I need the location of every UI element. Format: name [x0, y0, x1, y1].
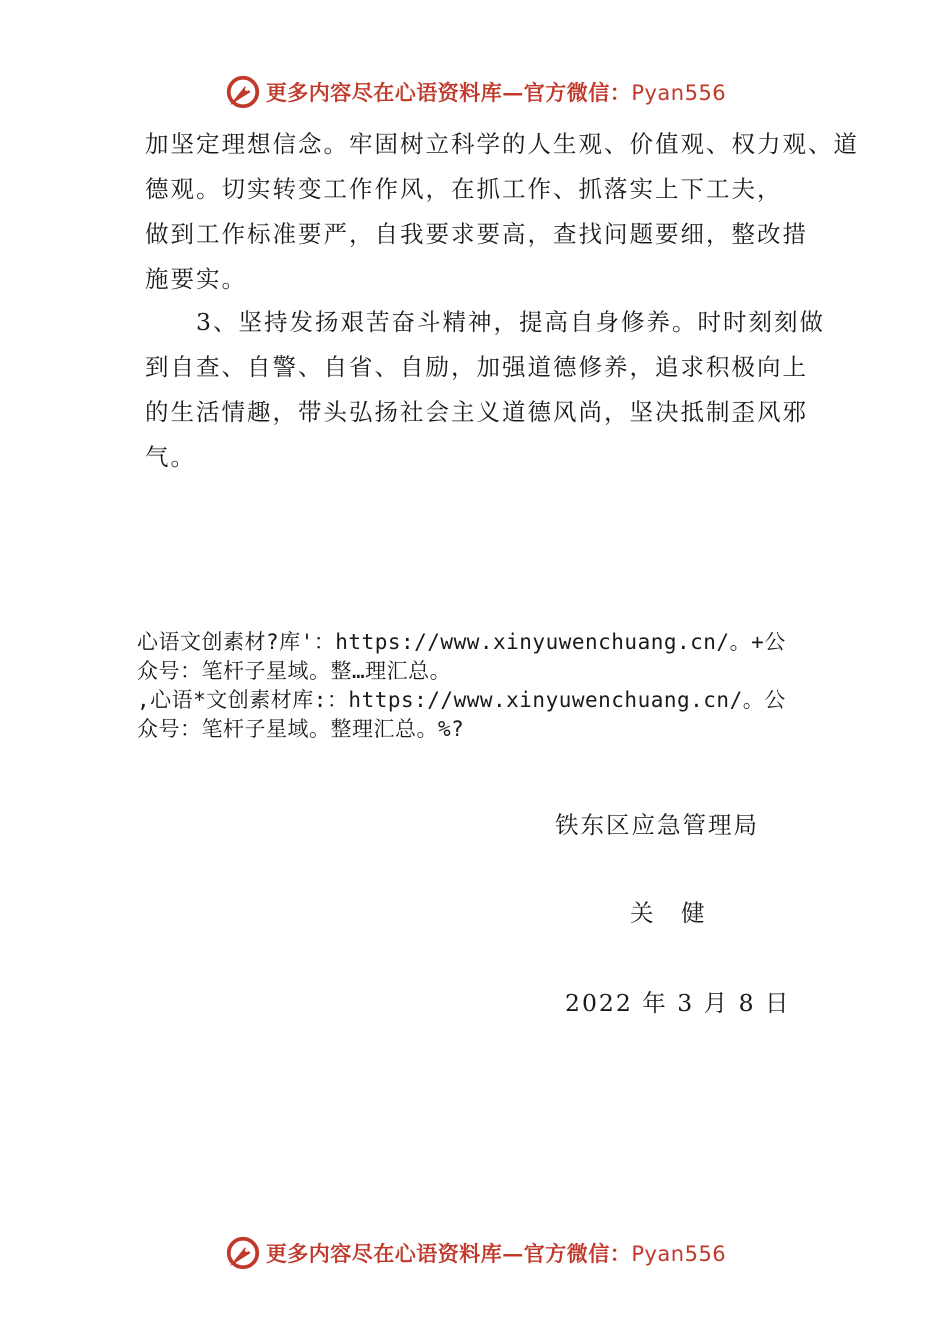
wechat-id: Pyan556 [631, 1242, 727, 1266]
text-line: 3、坚持发扬艰苦奋斗精神，提高自身修养。时时刻刻做 [145, 308, 825, 336]
text-line: 的生活情趣，带头弘扬社会主义道德风尚，坚决抵制歪风邪 [145, 398, 808, 426]
text-line: 到自查、自警、自省、自励，加强道德修养，追求积极向上 [145, 353, 808, 381]
paragraph-1 [145, 122, 859, 302]
pen-nib-logo-icon [224, 73, 262, 111]
banner-text: 更多内容尽在心语资料库—官方微信：Pyan556 [265, 80, 727, 105]
banner-text: 更多内容尽在心语资料库—官方微信：Pyan556 [265, 1241, 727, 1266]
reference-line: ,心语*文创素材库:：https://www.xinyuwenchuang.cn/。公 [137, 688, 786, 712]
wechat-id: Pyan556 [631, 81, 727, 105]
text-line: 施要实。 [145, 265, 247, 293]
signature-organization: 铁东区应急管理局 [555, 811, 759, 839]
footer-banner [0, 1233, 950, 1273]
text-line: 加坚定理想信念。牢固树立科学的人生观、价值观、权力观、道 [145, 130, 859, 158]
text-line: 做到工作标准要严，自我要求要高，查找问题要细，整改措 [145, 220, 808, 248]
header-banner [0, 72, 950, 112]
signature-person: 关 健 [630, 899, 707, 927]
reference-line: 心语文创素材?库'：https://www.xinyuwenchuang.cn/。+公 [137, 630, 786, 654]
signature-date: 2022 年 3 月 8 日 [565, 989, 791, 1017]
pen-nib-logo-icon [224, 1234, 262, 1272]
reference-block [137, 628, 827, 744]
reference-line: 众号：笔杆子星域。整…理汇总。 [137, 659, 452, 683]
text-line: 德观。切实转变工作作风，在抓工作、抓落实上下工夫， [145, 175, 783, 203]
text-line: 气。 [145, 443, 196, 471]
paragraph-2 [145, 300, 825, 480]
reference-line: 众号：笔杆子星域。整理汇总。%? [137, 717, 465, 741]
